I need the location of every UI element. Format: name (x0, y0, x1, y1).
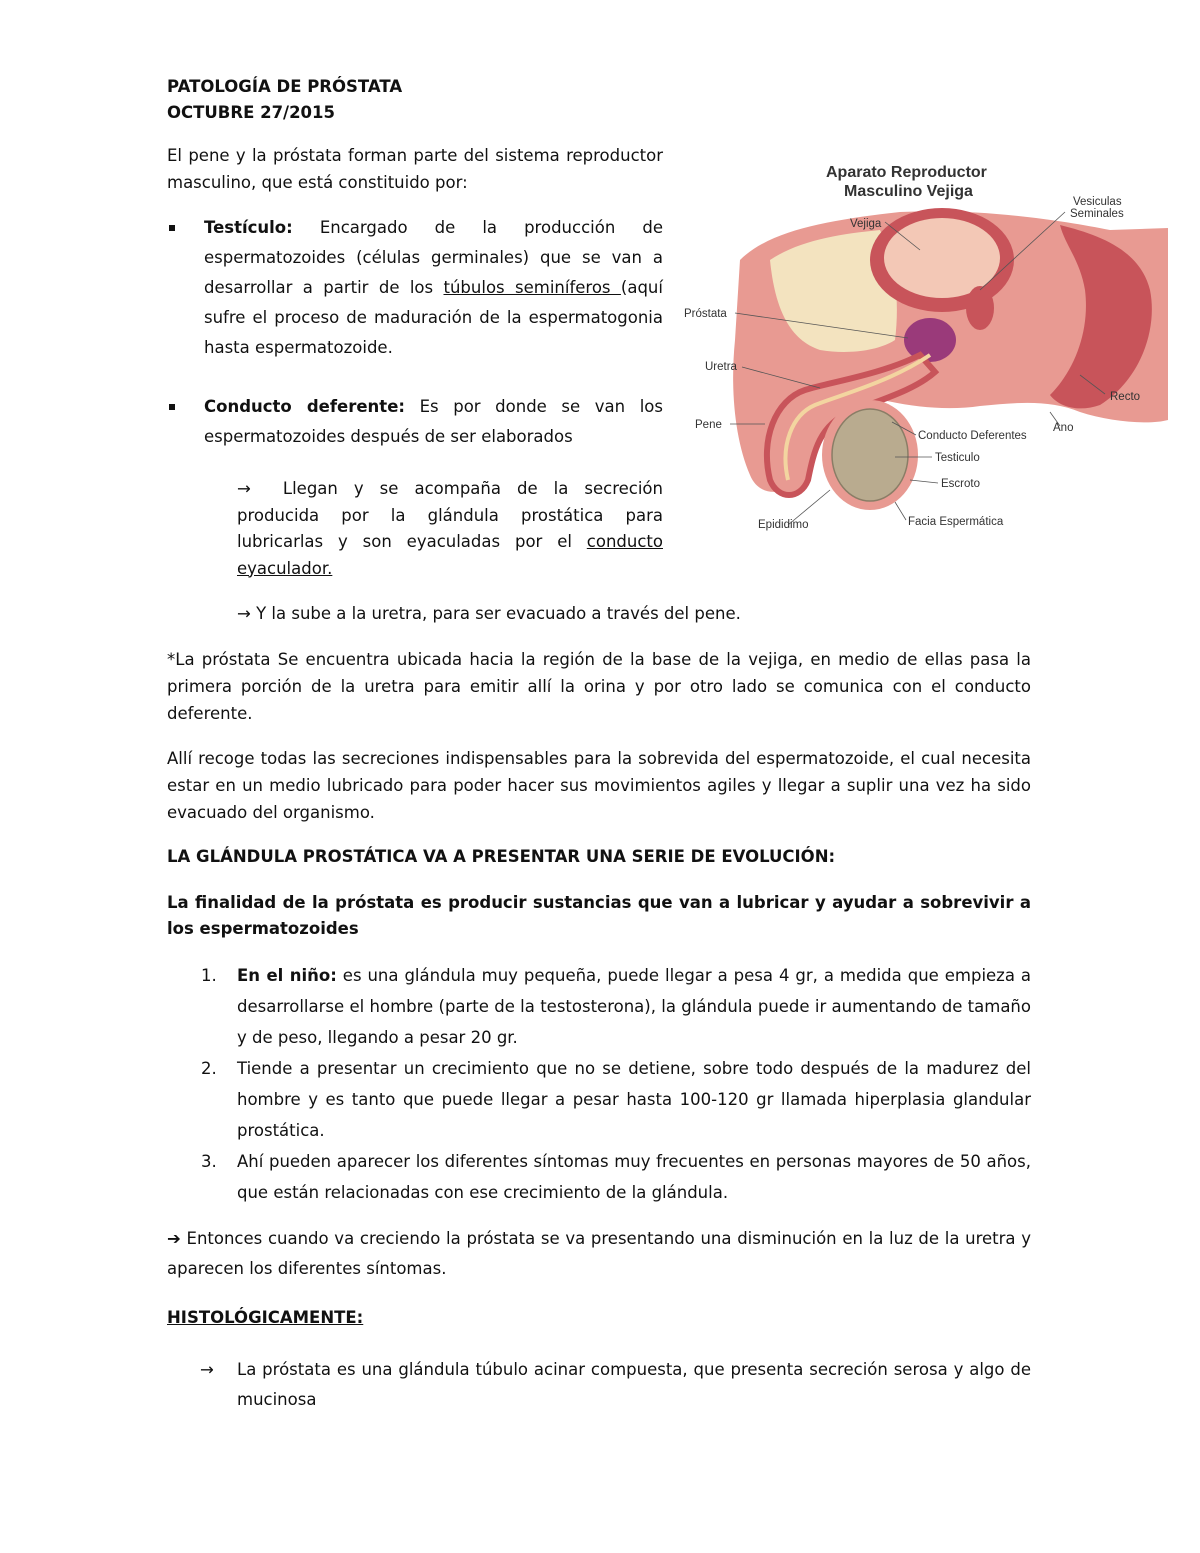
evolution-item-3-text: Ahí pueden aparecer los diferentes síntomas muy frecuentes en personas mayores de 50 años, que están relacionadas con ese crecimiento de la glándula. (237, 1152, 1031, 1202)
label-ano: Ano (1053, 422, 1074, 434)
paragraph-secretions: Allí recoge todas las secreciones indispensables para la sobrevida del espermatozoide, el cual necesita estar en un medio lubricado para poder hacer sus movimientos agiles y llegar a suplir una vez ha sido evacuado del organismo. (167, 749, 1031, 822)
list-number: 3. (201, 1152, 217, 1171)
right-arrow-icon: → (237, 479, 251, 498)
label-escroto: Escroto (941, 478, 980, 490)
testiculo-text-end: (aquí sufre el proceso de maduración de la espermatogonia hasta espermatozoide. (204, 278, 663, 357)
list-number: 2. (201, 1059, 217, 1078)
document-date: OCTUBRE 27/2015 (167, 103, 335, 122)
seminal-vesicle (966, 286, 994, 330)
paragraph-location: *La próstata Se encuentra ubicada hacia la región de la base de la vejiga, en medio de ellas pasa la primera porción de la uretra para emitir allí la orina y por otro lado se comunica con el conducto deferente. (167, 650, 1031, 723)
arrow-note-1-text: Llegan y se acompaña de la secreción producida por la glándula prostática para lubricarlas y son eyaculadas por el (237, 479, 663, 551)
evolution-item-1 (167, 960, 1031, 1053)
bullet-square-icon (169, 404, 175, 410)
testis (832, 409, 908, 501)
bullet-square-icon (169, 225, 175, 231)
evolution-item-2-text: Tiende a presentar un crecimiento que no se detiene, sobre todo después de la madurez del hombre y es tanto que puede llegar a pesar hasta 100-120 gr llamada hiperplasia glandular prostática. (237, 1059, 1031, 1140)
right-arrow-icon: → (200, 1360, 214, 1379)
document-title-block (167, 74, 402, 126)
intro-paragraph: El pene y la próstata forman parte del sistema reproductor masculino, que está constituido por: (167, 146, 663, 192)
testiculo-text: Encargado de la producción de espermatozoides (células germinales) que se van a desarrollar a partir de los (204, 218, 663, 297)
bladder-lumen (884, 218, 1000, 298)
label-recto: Recto (1110, 391, 1141, 403)
arrow-note-1 (237, 476, 663, 582)
section-subheading: La finalidad de la próstata es producir sustancias que van a lubricar y ayudar a sobrevivir a los espermatozoides (167, 893, 1031, 938)
evolution-item-3 (167, 1146, 1031, 1208)
arrow-note-2-text: Y la sube a la uretra, para ser evacuado a través del pene. (256, 604, 741, 623)
label-vesiculas-1: Vesiculas (1073, 196, 1122, 208)
list-item-conducto-deferente (167, 392, 663, 452)
evolution-item-2 (167, 1053, 1031, 1146)
label-vesiculas-2: Seminales (1070, 208, 1124, 220)
conclusion-text: Entonces cuando va creciendo la próstata se va presentando una disminución en la luz de la uretra y aparecen los diferentes síntomas. (167, 1229, 1031, 1278)
figure-title-line1: Aparato Reproductor (826, 164, 987, 181)
document-title: PATOLOGÍA DE PRÓSTATA (167, 77, 403, 96)
term-testiculo: Testículo: (204, 218, 293, 237)
label-prostata: Próstata (684, 308, 727, 320)
anatomy-figure (680, 150, 1175, 540)
term-conducto-deferente: Conducto deferente: (204, 397, 405, 416)
label-testiculo: Testiculo (935, 452, 980, 464)
term-en-el-nino: En el niño: (237, 966, 337, 985)
right-arrow-icon: → (237, 604, 251, 623)
anatomy-illustration (680, 150, 1175, 540)
label-facia-espermatica: Facia Espermática (908, 516, 1004, 528)
label-epididimo: Epididimo (758, 519, 809, 531)
list-number: 1. (201, 966, 217, 985)
list-item-testiculo (167, 213, 663, 363)
arrow-note-2 (237, 601, 741, 627)
tubulos-seminiferos-link: túbulos seminíferos (443, 278, 621, 297)
label-conducto-deferentes: Conducto Deferentes (918, 430, 1027, 442)
conducto-eyaculador-text: conducto eyaculador. (237, 532, 663, 578)
histology-text: La próstata es una glándula túbulo acinar compuesta, que presenta secreción serosa y algo de mucinosa (237, 1360, 1031, 1409)
label-pene: Pene (695, 419, 722, 431)
conducto-deferente-text: Es por donde se van los espermatozoides después de ser elaborados (204, 397, 663, 446)
label-vejiga: Vejiga (850, 218, 882, 230)
label-uretra: Uretra (705, 361, 737, 373)
figure-title-line2: Masculino Vejiga (844, 183, 973, 200)
components-list (167, 213, 663, 452)
evolution-item-1-text: es una glándula muy pequeña, puede llegar a pesa 4 gr, a medida que empieza a desarrollarse el hombre (parte de la testosterona), la glándula puede ir aumentando de tamaño y de peso, llegando a pesar 20 gr. (237, 966, 1032, 1047)
bold-arrow-icon: ➔ (167, 1229, 181, 1248)
section-heading: LA GLÁNDULA PROSTÁTICA VA A PRESENTAR UNA SERIE DE EVOLUCIÓN: (167, 847, 836, 866)
evolution-list (167, 960, 1031, 1208)
histology-item (200, 1355, 1031, 1415)
histology-heading: HISTOLÓGICAMENTE: (167, 1308, 364, 1327)
conclusion-paragraph (167, 1224, 1031, 1284)
